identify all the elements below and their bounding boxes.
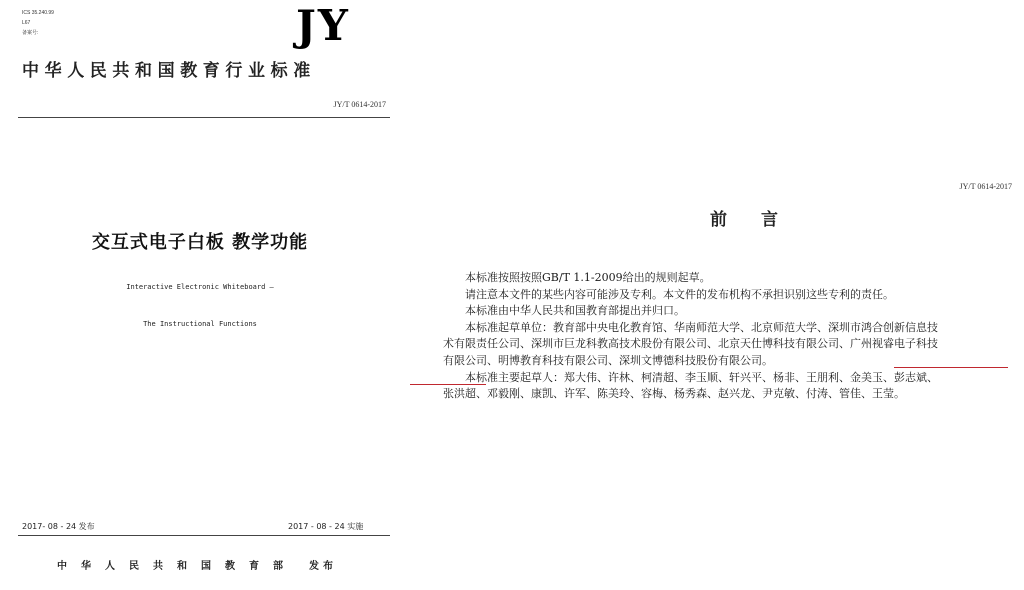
ccs-code: L67 [22,20,31,26]
foreword-line: 本标准主要起草人：郑大伟、许林、柯清超、李玉顺、轩兴平、杨非、王朋利、金美玉、彭志斌、 [465,370,938,384]
implementation-date: 2017 - 08 - 24 实施 [288,522,364,531]
english-title-line-2: The Instructional Functions [143,320,257,328]
publisher [57,557,337,572]
foreword-line: 请注意本文件的某些内容可能涉及专利。本文件的发布机构不承担识别这些专利的责任。 [465,287,894,301]
highlight-underline [894,367,1008,368]
organization-title: 中华人民共和国教育行业标准 [22,61,316,81]
english-title-line-1: Interactive Electronic Whiteboard — [126,283,274,291]
standard-number: JY/T 0614-2017 [333,100,386,109]
foreword-standard-number: JY/T 0614-2017 [959,182,1012,191]
foreword-body [443,270,1013,403]
publisher-name: 中华人民共和国教育部 [57,561,297,572]
highlight-underline [410,384,486,385]
foreword-line: 有限公司、明博教育科技有限公司、深圳文博德科技股份有限公司。 [443,353,773,367]
release-date: 2017- 08 - 24 发布 [22,522,95,531]
foreword-line: 本标准由中华人民共和国教育部提出并归口。 [465,304,685,318]
standard-title: 交互式电子白板 教学功能 [91,232,309,253]
footer-rule [18,535,390,536]
publisher-suffix: 发布 [309,561,337,572]
foreword-page [410,0,1024,590]
header-rule [18,117,390,118]
foreword-heading: 前言 [710,210,812,230]
foreword-line: 本标准按照按照GB/T 1.1-2009给出的规则起草。 [465,271,711,284]
foreword-line: 张洪超、邓毅刚、康凯、许军、陈美玲、容梅、杨秀森、赵兴龙、尹克敏、付涛、管佳、王莹。 [443,387,905,401]
foreword-line: 术有限责任公司、深圳市巨龙科教高技术股份有限公司、北京天仕博科技有限公司、广州视睿电子科技 [443,337,938,351]
jy-logo: JY [296,1,350,50]
foreword-line: 本标准起草单位：教育部中央电化教育馆、华南师范大学、北京师范大学、深圳市鸿合创新信息技 [465,320,938,334]
filing-number-label: 备案号: [22,30,39,36]
cover-page [0,0,400,590]
ics-code: ICS 35.240.99 [22,10,54,16]
